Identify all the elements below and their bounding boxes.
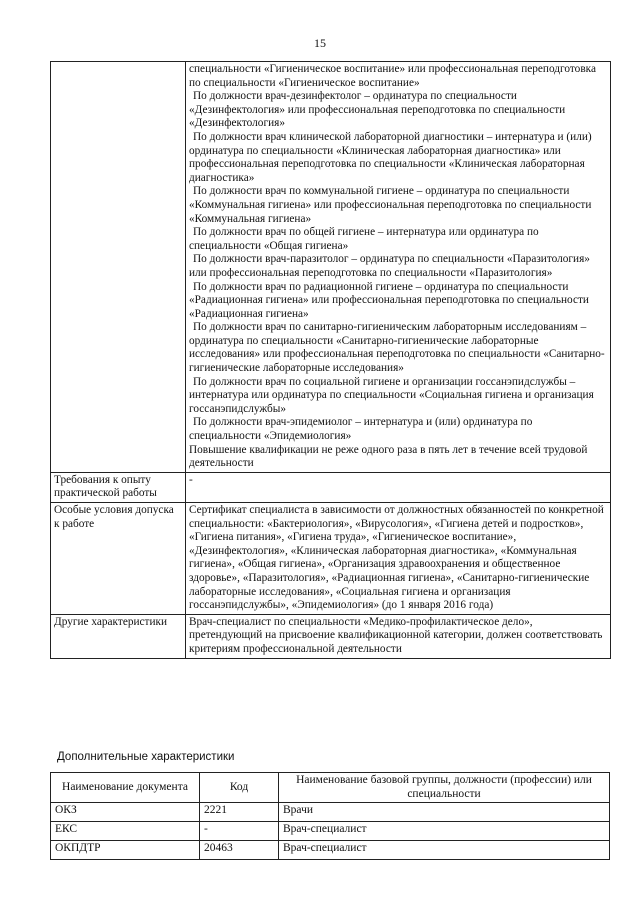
table-header-row: [51, 773, 610, 803]
extra-characteristics-table: [50, 772, 610, 860]
main-characteristics-table: [50, 61, 611, 659]
table-row: [51, 62, 611, 473]
special-conditions-label: Особые условия допуска к работе: [51, 503, 186, 615]
table-row: [51, 841, 610, 860]
experience-value: -: [186, 472, 611, 502]
table-row: [51, 803, 610, 822]
education-paragraph: По должности врач по радиационной гигиене – ординатура по специальности «Радиационная гигиена» или профессиональная переподготовка по специальности «Радиационная гигиена»: [189, 280, 589, 320]
education-paragraph: специальности «Гигиеническое воспитание» или профессиональная переподготовка по специальности «Гигиеническое воспитание»: [189, 63, 596, 89]
education-paragraph: По должности врач по коммунальной гигиене – ординатура по специальности «Коммунальная гигиена» или профессиональная переподготовка по специальности «Коммунальная гигиена»: [189, 185, 592, 225]
other-characteristics-label: Другие характеристики: [51, 614, 186, 658]
education-paragraph: Повышение квалификации не реже одного раза в пять лет в течение всей трудовой деятельности: [189, 443, 588, 470]
group-cell: Врач-специалист: [279, 841, 610, 860]
table-row: [51, 614, 611, 658]
document-cell: ОКПДТР: [51, 841, 200, 860]
document-cell: ОКЗ: [51, 803, 200, 822]
education-paragraph: По должности врач клинической лабораторной диагностики – интернатура и (или) ординатура по специальности «Клиническая лабораторная диагностика» или профессиональная переподготовка по специальности «Клиническая лабораторная диагностика»: [189, 130, 592, 184]
education-label-cell: [51, 62, 186, 473]
education-paragraph: По должности врач-паразитолог – ординатура по специальности «Паразитология» или профессиональная переподготовка по специальности «Паразитология»: [189, 253, 590, 279]
education-paragraph: По должности врач-эпидемиолог – интернатура и (или) ординатура по специальности «Эпидемиология»: [189, 416, 533, 443]
column-header-group: Наименование базовой группы, должности (профессии) или специальности: [279, 773, 610, 803]
column-header-code: Код: [200, 773, 279, 803]
education-requirements-cell: [186, 62, 611, 473]
column-header-document: Наименование документа: [51, 773, 200, 803]
group-cell: Врач-специалист: [279, 822, 610, 841]
extra-characteristics-title: Дополнительные характеристики: [57, 751, 235, 763]
page-number: 15: [314, 36, 326, 50]
education-paragraph: По должности врач по санитарно-гигиеническим лабораторным исследованиям – ординатура по специальности «Санитарно-гигиенические лабораторные исследования» или профессиональная переподготовка по специальности «Санитарно-гигиенические лабораторные исследования»: [189, 321, 605, 375]
code-cell: 20463: [200, 841, 279, 860]
table-row: [51, 503, 611, 615]
education-paragraph: По должности врач по общей гигиене – интернатура или ординатура по специальности «Общая гигиена»: [189, 226, 539, 252]
document-cell: ЕКС: [51, 822, 200, 841]
other-characteristics-value: Врач-специалист по специальности «Медико-профилактическое дело», претендующий на присвоение квалификационной категории, должен соответствовать критериям профессиональной деятельности: [186, 614, 611, 658]
education-paragraph: По должности врач-дезинфектолог – ординатура по специальности «Дезинфектология» или профессиональная переподготовка по специальности «Дезинфектология»: [189, 90, 566, 130]
group-cell: Врачи: [279, 803, 610, 822]
experience-label: Требования к опыту практической работы: [51, 472, 186, 502]
special-conditions-value: Сертификат специалиста в зависимости от должностных обязанностей по конкретной специальности: «Бактериология», «Вирусология», «Гигиена детей и подростков», «Гигиена питания», «Гигиена труда», «Гигиеническое воспитание», «Дезинфектология», «Клиническая лабораторная диагностика», «Коммунальная гигиена», «Общая гигиена», «Организация здравоохранения и общественное здоровье», «Паразитология», «Радиационная гигиена», «Санитарно-гигиенические лабораторные исследования», «Социальная гигиена и организация госсанэпидслужбы», «Эпидемиология» (до 1 января 2016 года): [186, 503, 611, 615]
code-cell: -: [200, 822, 279, 841]
table-row: [51, 472, 611, 502]
table-row: [51, 822, 610, 841]
code-cell: 2221: [200, 803, 279, 822]
education-paragraph: По должности врач по социальной гигиене и организации госсанэпидслужбы – интернатура или ординатура по специальности «Социальная гигиена и организация госсанэпидслужбы»: [189, 375, 594, 415]
